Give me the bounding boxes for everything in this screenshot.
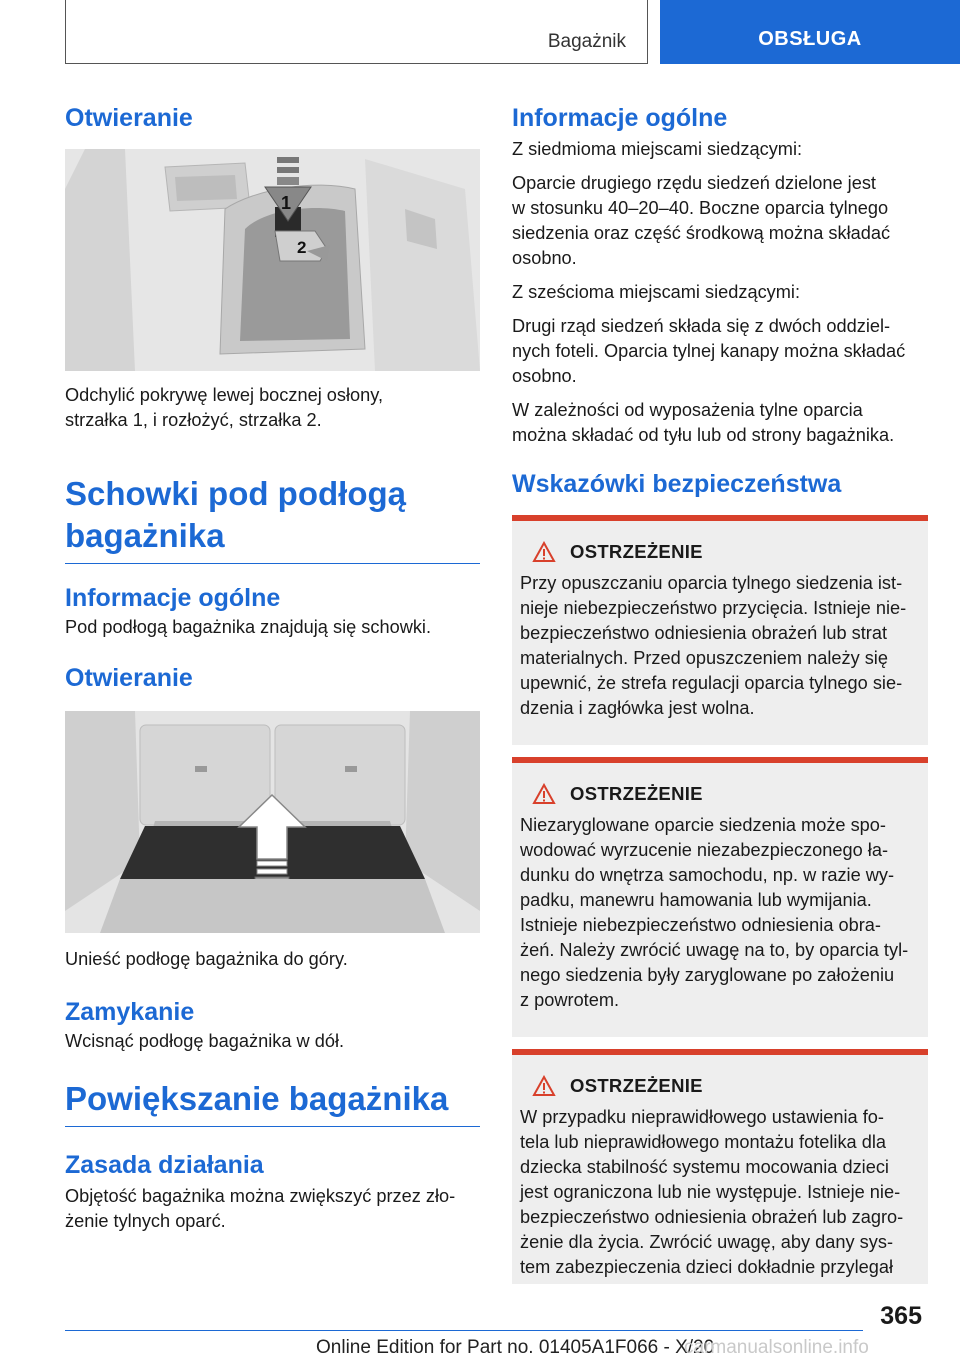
warning-3-line: dziecka stabilność systemu mocowania dzieci — [520, 1157, 889, 1177]
heading-safety: Wskazówki bezpieczeństwa — [512, 470, 842, 498]
heading-general-info: Informacje ogólne — [65, 584, 281, 612]
heading-principle: Zasada działania — [65, 1151, 264, 1179]
six-seats-intro: Z sześcioma miejscami siedzącymi: — [512, 282, 801, 302]
heading-enlarge: Powiększanie bagażnika — [65, 1080, 449, 1117]
principle-text-line1: Objętość bagażnika można zwiększyć przez zło- — [65, 1186, 456, 1206]
header-chapter-tab: OBSŁUGA — [660, 0, 960, 64]
warning-2-line: żeń. Należy zwrócić uwagę na to, by oparcia tyl- — [520, 940, 909, 960]
warning-1-line: upewnić, że strefa regulacji oparcia tylnego sie- — [520, 673, 903, 693]
warning-triangle-icon — [532, 783, 556, 805]
page-number: 365 — [880, 1302, 922, 1330]
right-column — [512, 100, 928, 1284]
warning-3-line: W przypadku nieprawidłowego ustawienia fo- — [520, 1107, 884, 1127]
warning-title-text: OSTRZEŻENIE — [570, 783, 703, 804]
warning-box-3 — [512, 1049, 928, 1284]
arrow-1-label: 1 — [281, 193, 292, 213]
warning-box-1 — [512, 515, 928, 745]
heading-storage-line1: Schowki pod podłogą — [65, 475, 406, 512]
side-cover-illustration — [65, 149, 480, 371]
general-info-text: Pod podłogą bagażnika znajdują się schowki. — [65, 617, 432, 637]
warning-2-line: padku, manewru hamowania lub wymijania. — [520, 890, 872, 910]
warning-triangle-icon — [532, 541, 556, 563]
closing-text: Wcisnąć podłogę bagażnika w dół. — [65, 1031, 345, 1051]
seven-seats-l3: siedzenia oraz część środkową można składać — [512, 223, 891, 243]
warning-2-line: dunku do wnętrza samochodu, np. w razie wy- — [520, 865, 895, 885]
section-storage-title — [65, 473, 480, 564]
watermark: carmanualsonline.info — [684, 1337, 869, 1358]
heading-opening: Otwieranie — [65, 104, 193, 132]
warning-title-2 — [532, 783, 920, 805]
six-seats-l2: nych foteli. Oparcia tylnej kanapy można składać — [512, 341, 906, 361]
warning-2-line: Niezaryglowane oparcie siedzenia może spo- — [520, 815, 886, 835]
warning-3-line: tem zabezpieczenia dzieci dokładnie przylegał — [520, 1257, 894, 1277]
heading-storage-line2: bagażnika — [65, 517, 225, 554]
warning-2-line: z powrotem. — [520, 990, 620, 1010]
warning-3-line: tela lub nieprawidłowego montażu fotelika dla — [520, 1132, 886, 1152]
warning-1-line: Przy opuszczaniu oparcia tylnego siedzenia ist- — [520, 573, 903, 593]
arrow-2-label: 2 — [297, 238, 307, 257]
caption-side-cover-line2: strzałka 1, i rozłożyć, strzałka 2. — [65, 410, 322, 430]
warning-1-line: dzenia i zagłówka jest wolna. — [520, 698, 755, 718]
caption-trunk-floor: Unieść podłogę bagażnika do góry. — [65, 949, 348, 969]
warning-triangle-icon — [532, 1075, 556, 1097]
warning-title-1 — [532, 541, 920, 563]
figure-side-cover — [65, 149, 480, 371]
heading-closing: Zamykanie — [65, 998, 195, 1026]
warning-2-line: wodować wyrzucenie niezabezpieczonego ła- — [520, 840, 889, 860]
footer-rule — [65, 1330, 863, 1331]
heading-general-info-right: Informacje ogólne — [512, 104, 728, 132]
warning-box-2 — [512, 757, 928, 1037]
equipment-l2: można składać od tyłu lub od strony bagażnika. — [512, 425, 895, 445]
warning-title-text: OSTRZEŻENIE — [570, 1075, 703, 1096]
warning-3-line: jest ograniczona lub nie występuje. Istnieje nie- — [520, 1182, 901, 1202]
principle-text-line2: żenie tylnych oparć. — [65, 1211, 226, 1231]
seven-seats-l2: w stosunku 40–20–40. Boczne oparcia tylnego — [512, 198, 889, 218]
trunk-floor-illustration — [65, 711, 480, 933]
warning-1-line: bezpieczeństwo odniesienia obrażeń lub strat — [520, 623, 888, 643]
warning-2-line: Istnieje niebezpieczeństwo odniesienia obra- — [520, 915, 881, 935]
seven-seats-l4: osobno. — [512, 248, 577, 268]
warning-title-text: OSTRZEŻENIE — [570, 541, 703, 562]
header-section-title: Bagażnik — [547, 31, 626, 52]
warning-1-line: materialnych. Przed opuszczeniem należy się — [520, 648, 888, 668]
warning-3-line: żenie dla życia. Zwrócić uwagę, aby dany sys- — [520, 1232, 894, 1252]
seven-seats-l1: Oparcie drugiego rzędu siedzeń dzielone jest — [512, 173, 876, 193]
seven-seats-intro: Z siedmioma miejscami siedzącymi: — [512, 139, 803, 159]
warning-2-line: nego siedzenia były zaryglowane po założeniu — [520, 965, 895, 985]
edition-text: Online Edition for Part no. 01405A1F066 - X/20 — [316, 1337, 715, 1358]
section-enlarge-title — [65, 1078, 480, 1127]
six-seats-l3: osobno. — [512, 366, 577, 386]
warning-3-line: bezpieczeństwo odniesienia obrażeń lub zagro- — [520, 1207, 904, 1227]
left-column — [65, 100, 480, 1234]
warning-title-3 — [532, 1075, 920, 1097]
caption-side-cover-line1: Odchylić pokrywę lewej bocznej osłony, — [65, 385, 384, 405]
figure-trunk-floor — [65, 711, 480, 933]
heading-opening-floor: Otwieranie — [65, 664, 193, 692]
six-seats-l1: Drugi rząd siedzeń składa się z dwóch oddziel- — [512, 316, 891, 336]
warning-1-line: nieje niebezpieczeństwo przycięcia. Istnieje nie- — [520, 598, 907, 618]
equipment-l1: W zależności od wyposażenia tylne oparcia — [512, 400, 863, 420]
